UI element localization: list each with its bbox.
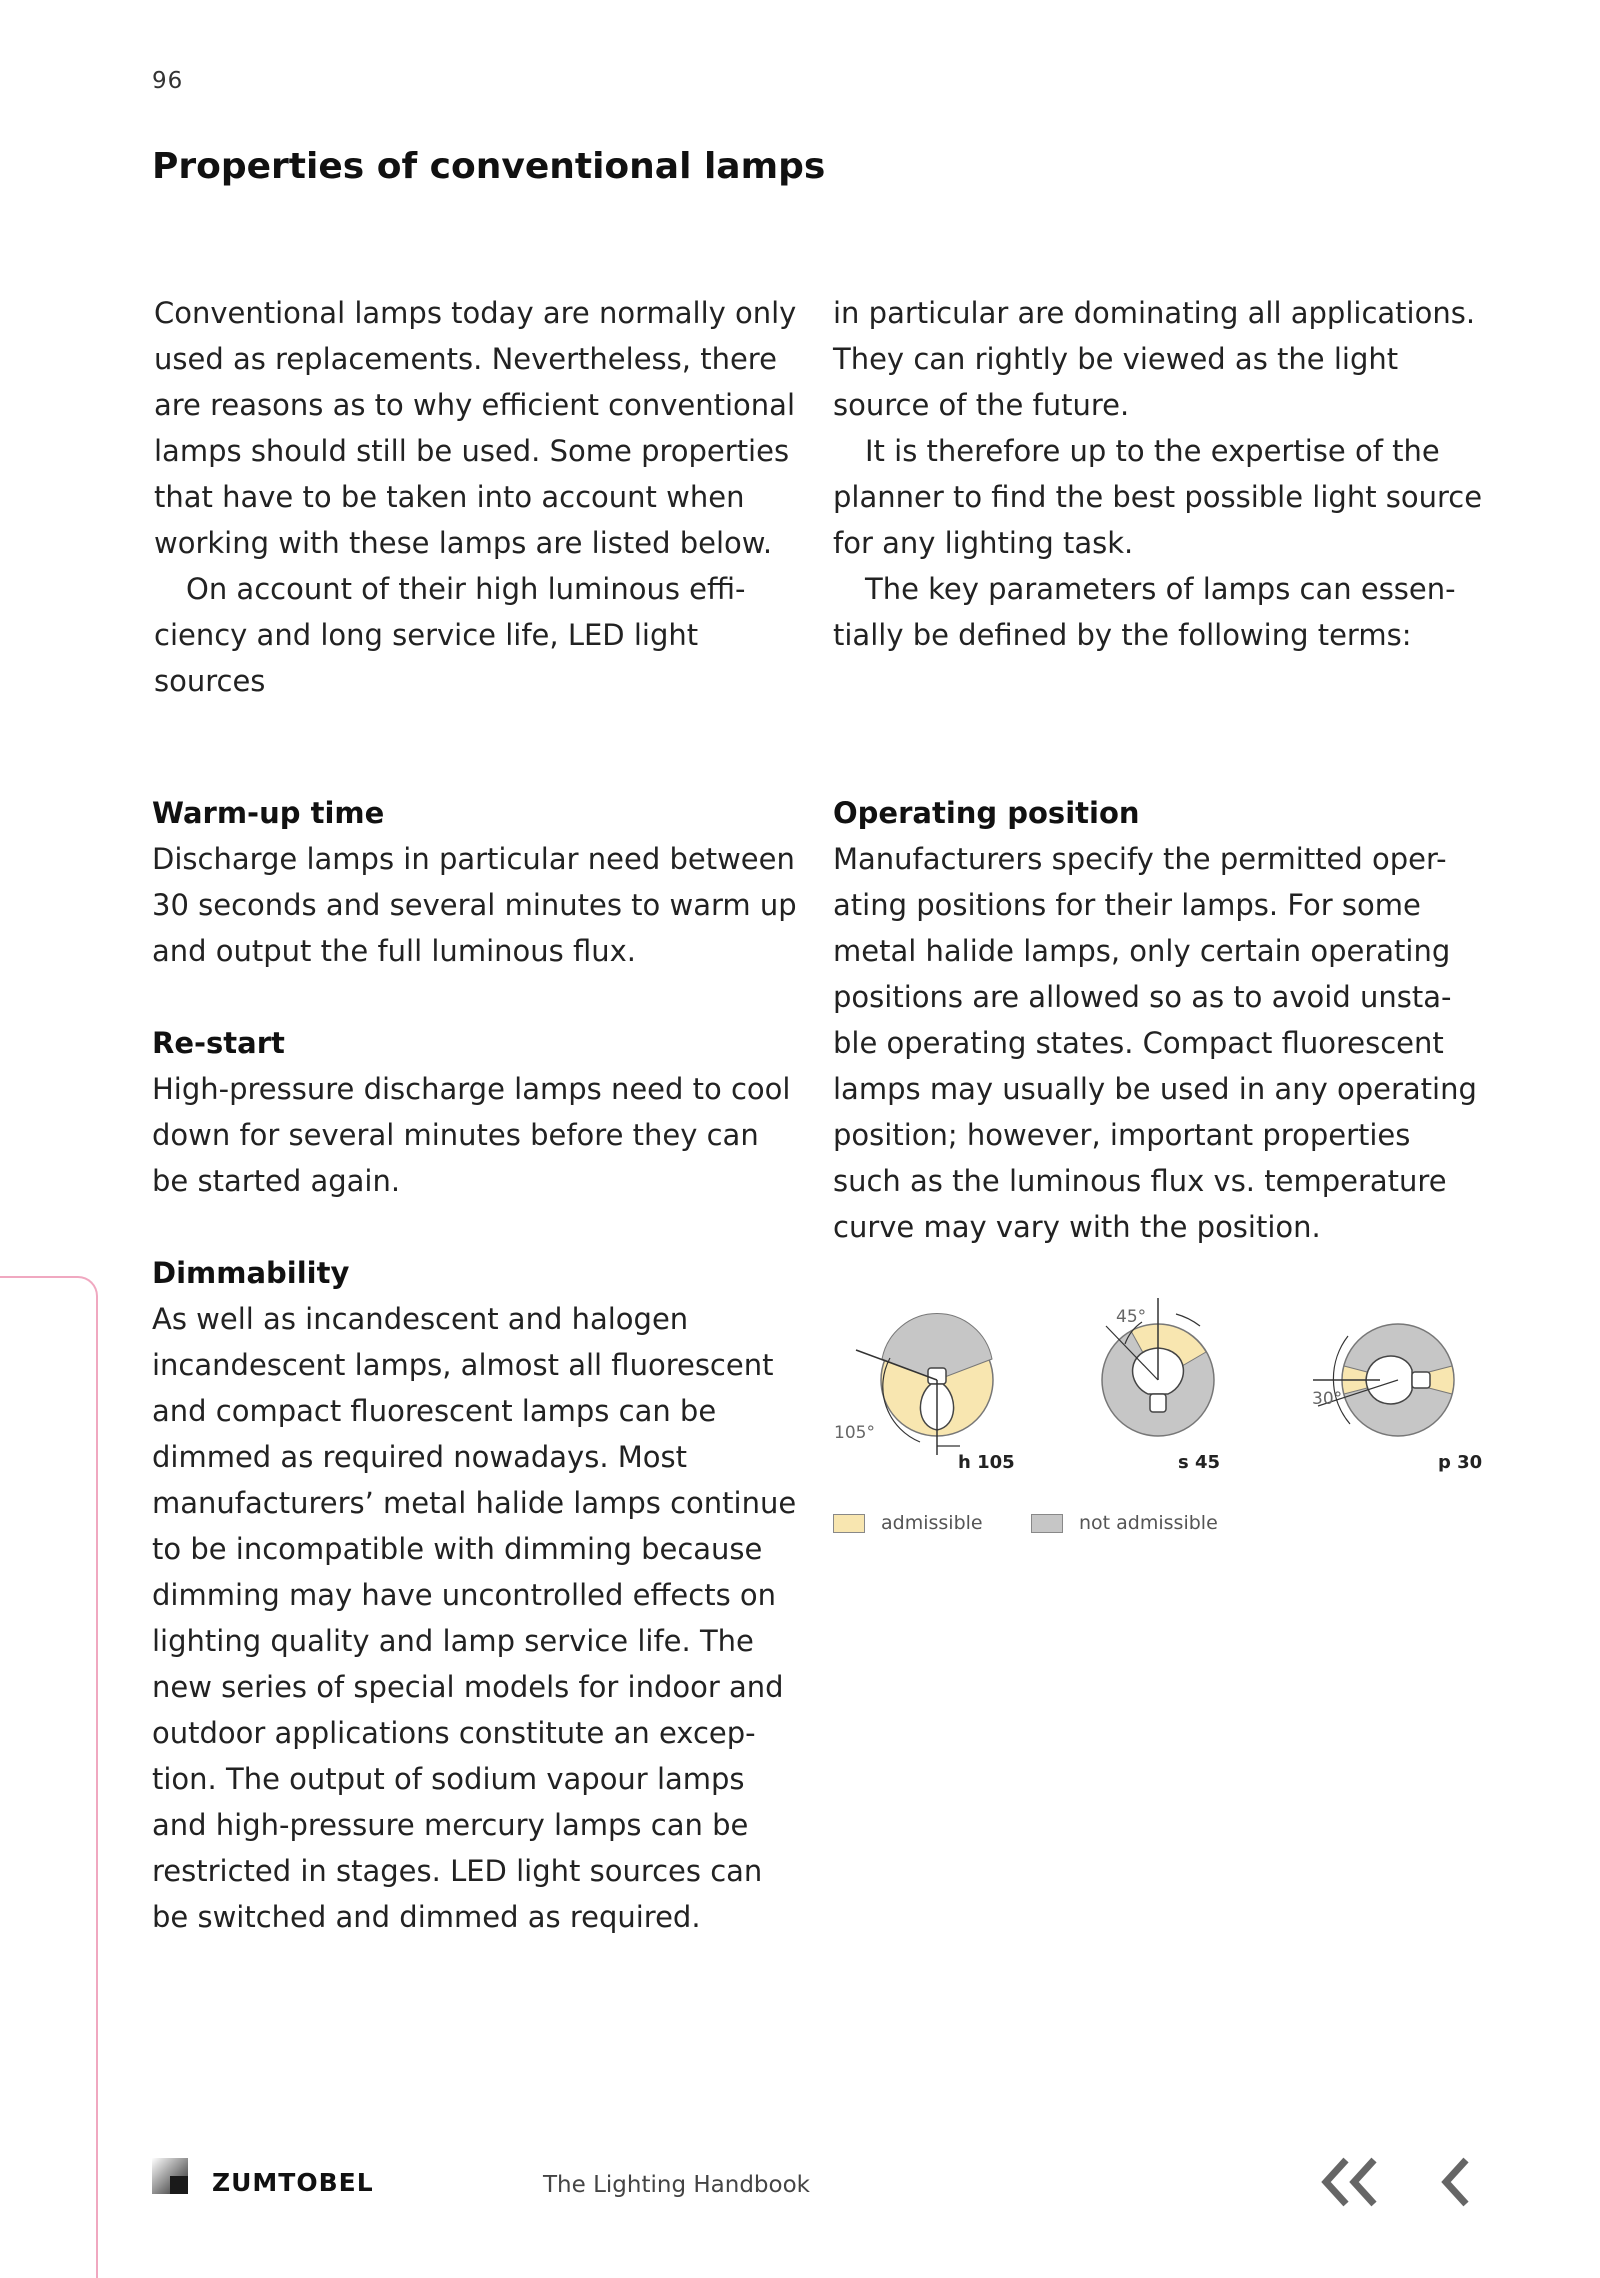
- diagram-label-p30: p 30: [1438, 1452, 1483, 1473]
- operating-section: [833, 790, 1483, 1250]
- intro-paragraph-3: It is therefore up to the expertise of the planner to find the best possible light source for any lighting task.: [833, 434, 1483, 560]
- diagram-s45: [1102, 1298, 1220, 1473]
- sections-right-column: [833, 790, 1483, 1296]
- warmup-heading: Warm-up time: [152, 796, 385, 830]
- dimmability-section: [152, 1250, 802, 1940]
- restart-heading: Re-start: [152, 1026, 285, 1060]
- zumtobel-logo-mark-icon: [152, 2158, 188, 2194]
- page-edge-line: [0, 1276, 98, 2278]
- restart-section: [152, 1020, 802, 1204]
- diagram-h105: [834, 1314, 1015, 1473]
- diagram-label-h105: h 105: [958, 1452, 1015, 1473]
- angle-label-105: 105°: [834, 1423, 875, 1443]
- legend-swatch-not-admissible: [1031, 1514, 1063, 1533]
- chevron-left-icon: [1432, 2152, 1498, 2212]
- intro-left-column: [152, 290, 802, 566]
- intro-paragraph-2-start: On account of their high luminous effi- ciency and long service life, LED light sources: [154, 572, 746, 698]
- legend-not-admissible: [1031, 1512, 1218, 1534]
- restart-text: High-pressure discharge lamps need to cool down for several minutes before they can be started again.: [152, 1072, 791, 1198]
- intro-left-continuation: [152, 566, 802, 704]
- angle-label-30: 30°: [1312, 1389, 1343, 1409]
- brand-name: ZUMTOBEL: [212, 2168, 374, 2197]
- dimmability-heading: Dimmability: [152, 1256, 350, 1290]
- double-chevron-left-icon: [1318, 2152, 1384, 2212]
- operating-text: Manufacturers specify the permitted oper- ating positions for their lamps. For some metal halide lamps, only certain operating positions are allowed so as to avoid unsta- ble operating states. Compact fluorescent lamps may usually be used in any operating position; however, important properties such as the luminous flux vs. temperature curve may vary with the position.: [833, 842, 1477, 1244]
- intro-paragraph-1: Conventional lamps today are normally only used as replacements. Nevertheless, there are reasons as to why efficient conventional lamps should still be used. Some properties that have to be taken into account when working with these lamps are listed below.: [154, 296, 797, 560]
- warmup-text: Discharge lamps in particular need between 30 seconds and several minutes to warm up and output the full luminous flux.: [152, 842, 797, 968]
- page-title: Properties of conventional lamps: [152, 146, 826, 187]
- legend-admissible-label: admissible: [881, 1512, 983, 1534]
- previous-page-button[interactable]: [1432, 2152, 1498, 2212]
- legend-admissible: [833, 1512, 983, 1534]
- intro-paragraph-4: The key parameters of lamps can essen- tially be defined by the following terms:: [833, 572, 1456, 652]
- sections-left-column: [152, 790, 802, 1986]
- legend-not-admissible-label: not admissible: [1079, 1512, 1218, 1534]
- angle-label-45: 45°: [1116, 1307, 1147, 1327]
- intro-right-column: [833, 290, 1483, 658]
- handbook-title: The Lighting Handbook: [543, 2172, 810, 2198]
- warmup-section: [152, 790, 802, 974]
- page-number: 96: [152, 68, 184, 94]
- first-page-button[interactable]: [1318, 2152, 1384, 2212]
- operating-position-diagrams: [820, 1280, 1500, 1580]
- diagram-label-s45: s 45: [1178, 1452, 1221, 1473]
- legend-swatch-admissible: [833, 1514, 865, 1533]
- dimmability-text: As well as incandescent and halogen incandescent lamps, almost all fluorescent and compact fluorescent lamps can be dimmed as required nowadays. Most manufacturers’ metal halide lamps continue to be incompatible with dimming because dimming may have uncontrolled effects on lighting quality and lamp service life. The new series of special models for indoor and outdoor applications constitute an excep- tion. The output of sodium vapour lamps and high-pressure mercury lamps can be restricted in stages. LED light sources can be switched and dimmed as required.: [152, 1302, 797, 1934]
- intro-paragraph-2-end: in particular are dominating all applications. They can rightly be viewed as the light source of the future.: [833, 296, 1476, 422]
- diagram-p30: [1312, 1324, 1482, 1473]
- operating-heading: Operating position: [833, 796, 1140, 830]
